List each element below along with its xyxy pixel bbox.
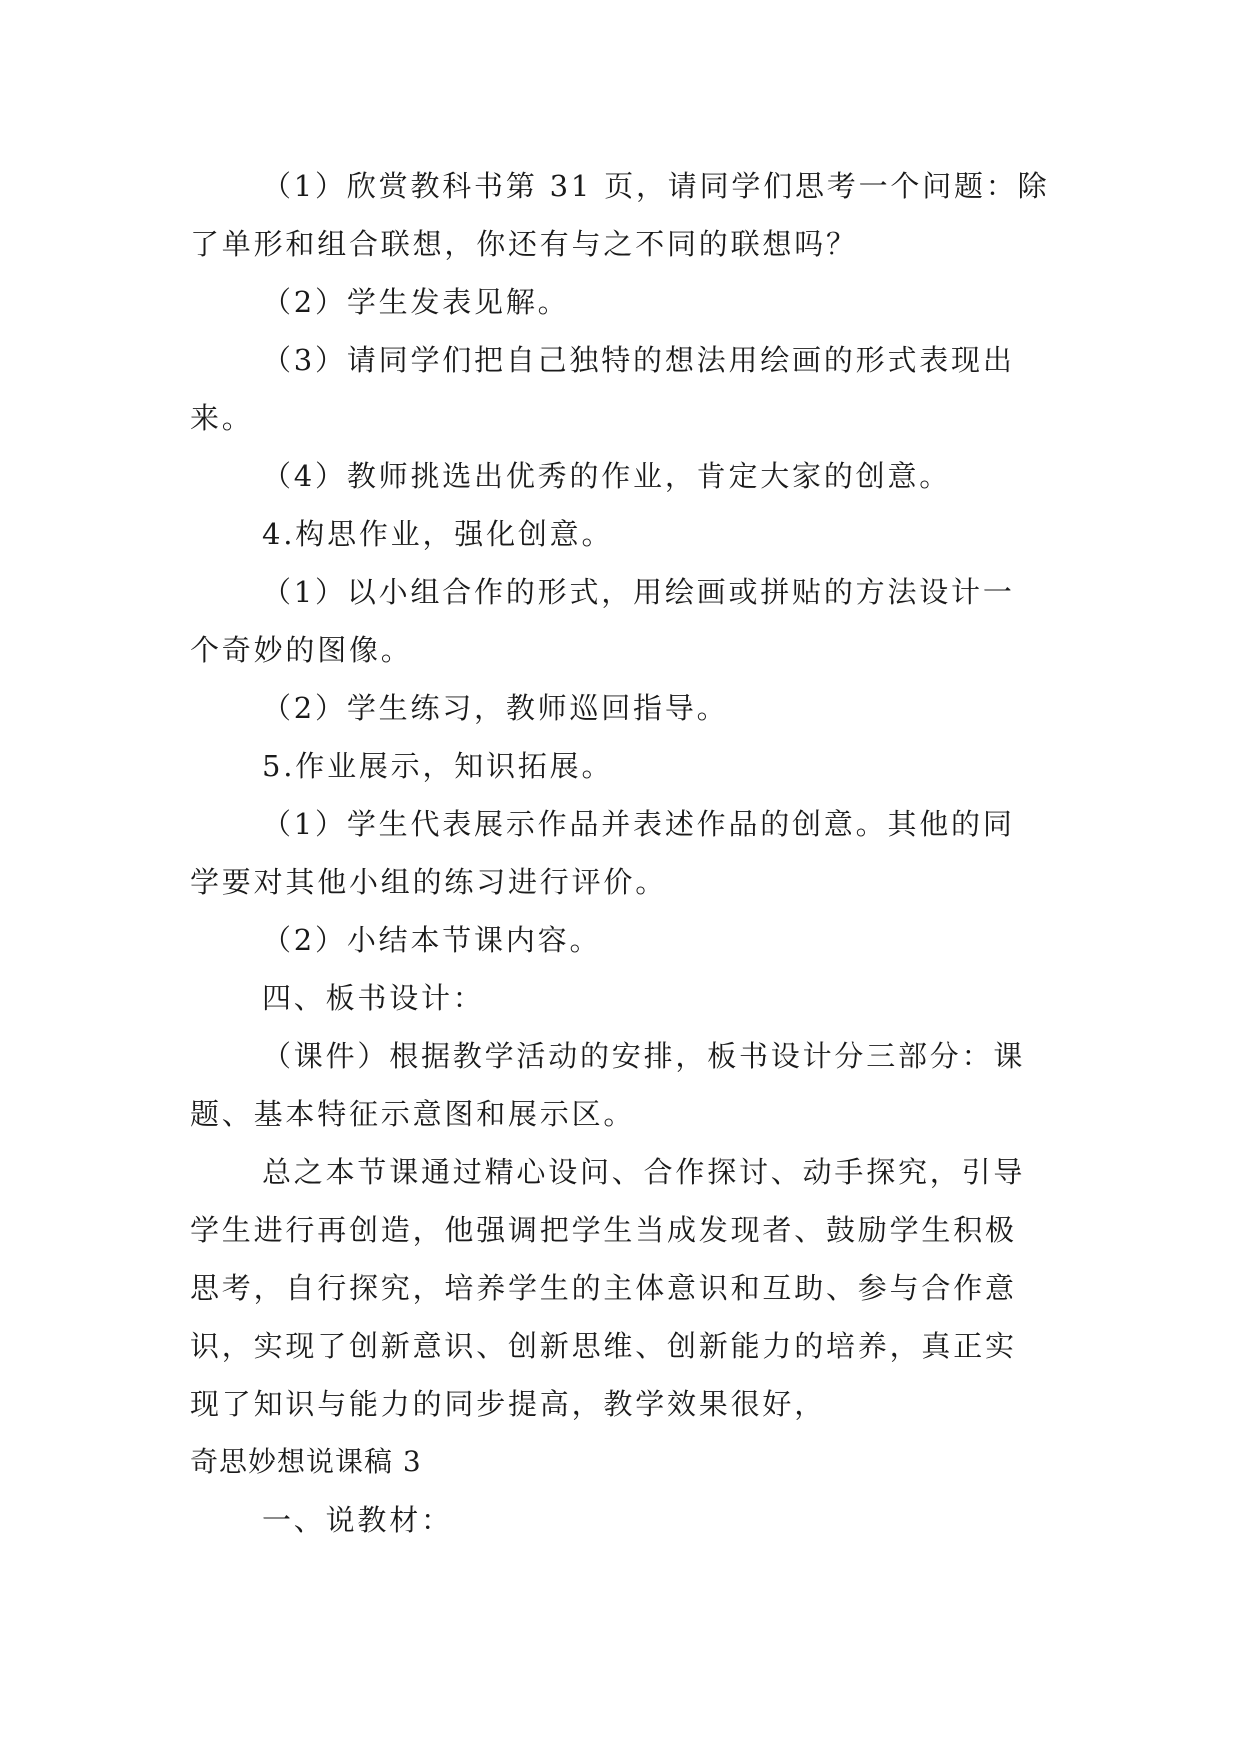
text-line: （2）学生发表见解。 bbox=[262, 285, 570, 319]
section-heading: 5.作业展示，知识拓展。 bbox=[262, 749, 614, 783]
text-line: （课件）根据教学活动的安排，板书设计分三部分：课 bbox=[262, 1039, 1026, 1073]
text-line: （1）以小组合作的形式，用绘画或拼贴的方法设计一 bbox=[262, 575, 1015, 609]
text-line: （2）学生练习，教师巡回指导。 bbox=[262, 691, 729, 725]
text-line: 思考，自行探究，培养学生的主体意识和互助、参与合作意 bbox=[190, 1271, 1017, 1305]
text-line: 识，实现了创新意识、创新思维、创新能力的培养，真正实 bbox=[190, 1329, 1017, 1363]
section-heading: 四、板书设计： bbox=[262, 981, 485, 1015]
text-line: 现了知识与能力的同步提高，教学效果很好， bbox=[190, 1387, 827, 1421]
document-title: 奇思妙想说课稿 3 bbox=[190, 1445, 422, 1478]
text-line: （3）请同学们把自己独特的想法用绘画的形式表现出 bbox=[262, 343, 1015, 377]
text-line: （4）教师挑选出优秀的作业，肯定大家的创意。 bbox=[262, 459, 952, 493]
text-line: 来。 bbox=[190, 401, 254, 435]
section-heading: 一、说教材： bbox=[262, 1503, 453, 1537]
text-line: 了单形和组合联想，你还有与之不同的联想吗？ bbox=[190, 227, 858, 261]
text-line: 个奇妙的图像。 bbox=[190, 633, 413, 667]
text-line: 总之本节课通过精心设问、合作探讨、动手探究，引导 bbox=[262, 1155, 1026, 1189]
text-line: 题、基本特征示意图和展示区。 bbox=[190, 1097, 636, 1131]
text-line: 学生进行再创造，他强调把学生当成发现者、鼓励学生积极 bbox=[190, 1213, 1017, 1247]
text-line: （1）欣赏教科书第 31 页，请同学们思考一个问题：除 bbox=[262, 169, 1050, 203]
section-heading: 4.构思作业，强化创意。 bbox=[262, 517, 614, 551]
text-line: （1）学生代表展示作品并表述作品的创意。其他的同 bbox=[262, 807, 1015, 841]
text-line: （2）小结本节课内容。 bbox=[262, 923, 602, 957]
text-line: 学要对其他小组的练习进行评价。 bbox=[190, 865, 668, 899]
